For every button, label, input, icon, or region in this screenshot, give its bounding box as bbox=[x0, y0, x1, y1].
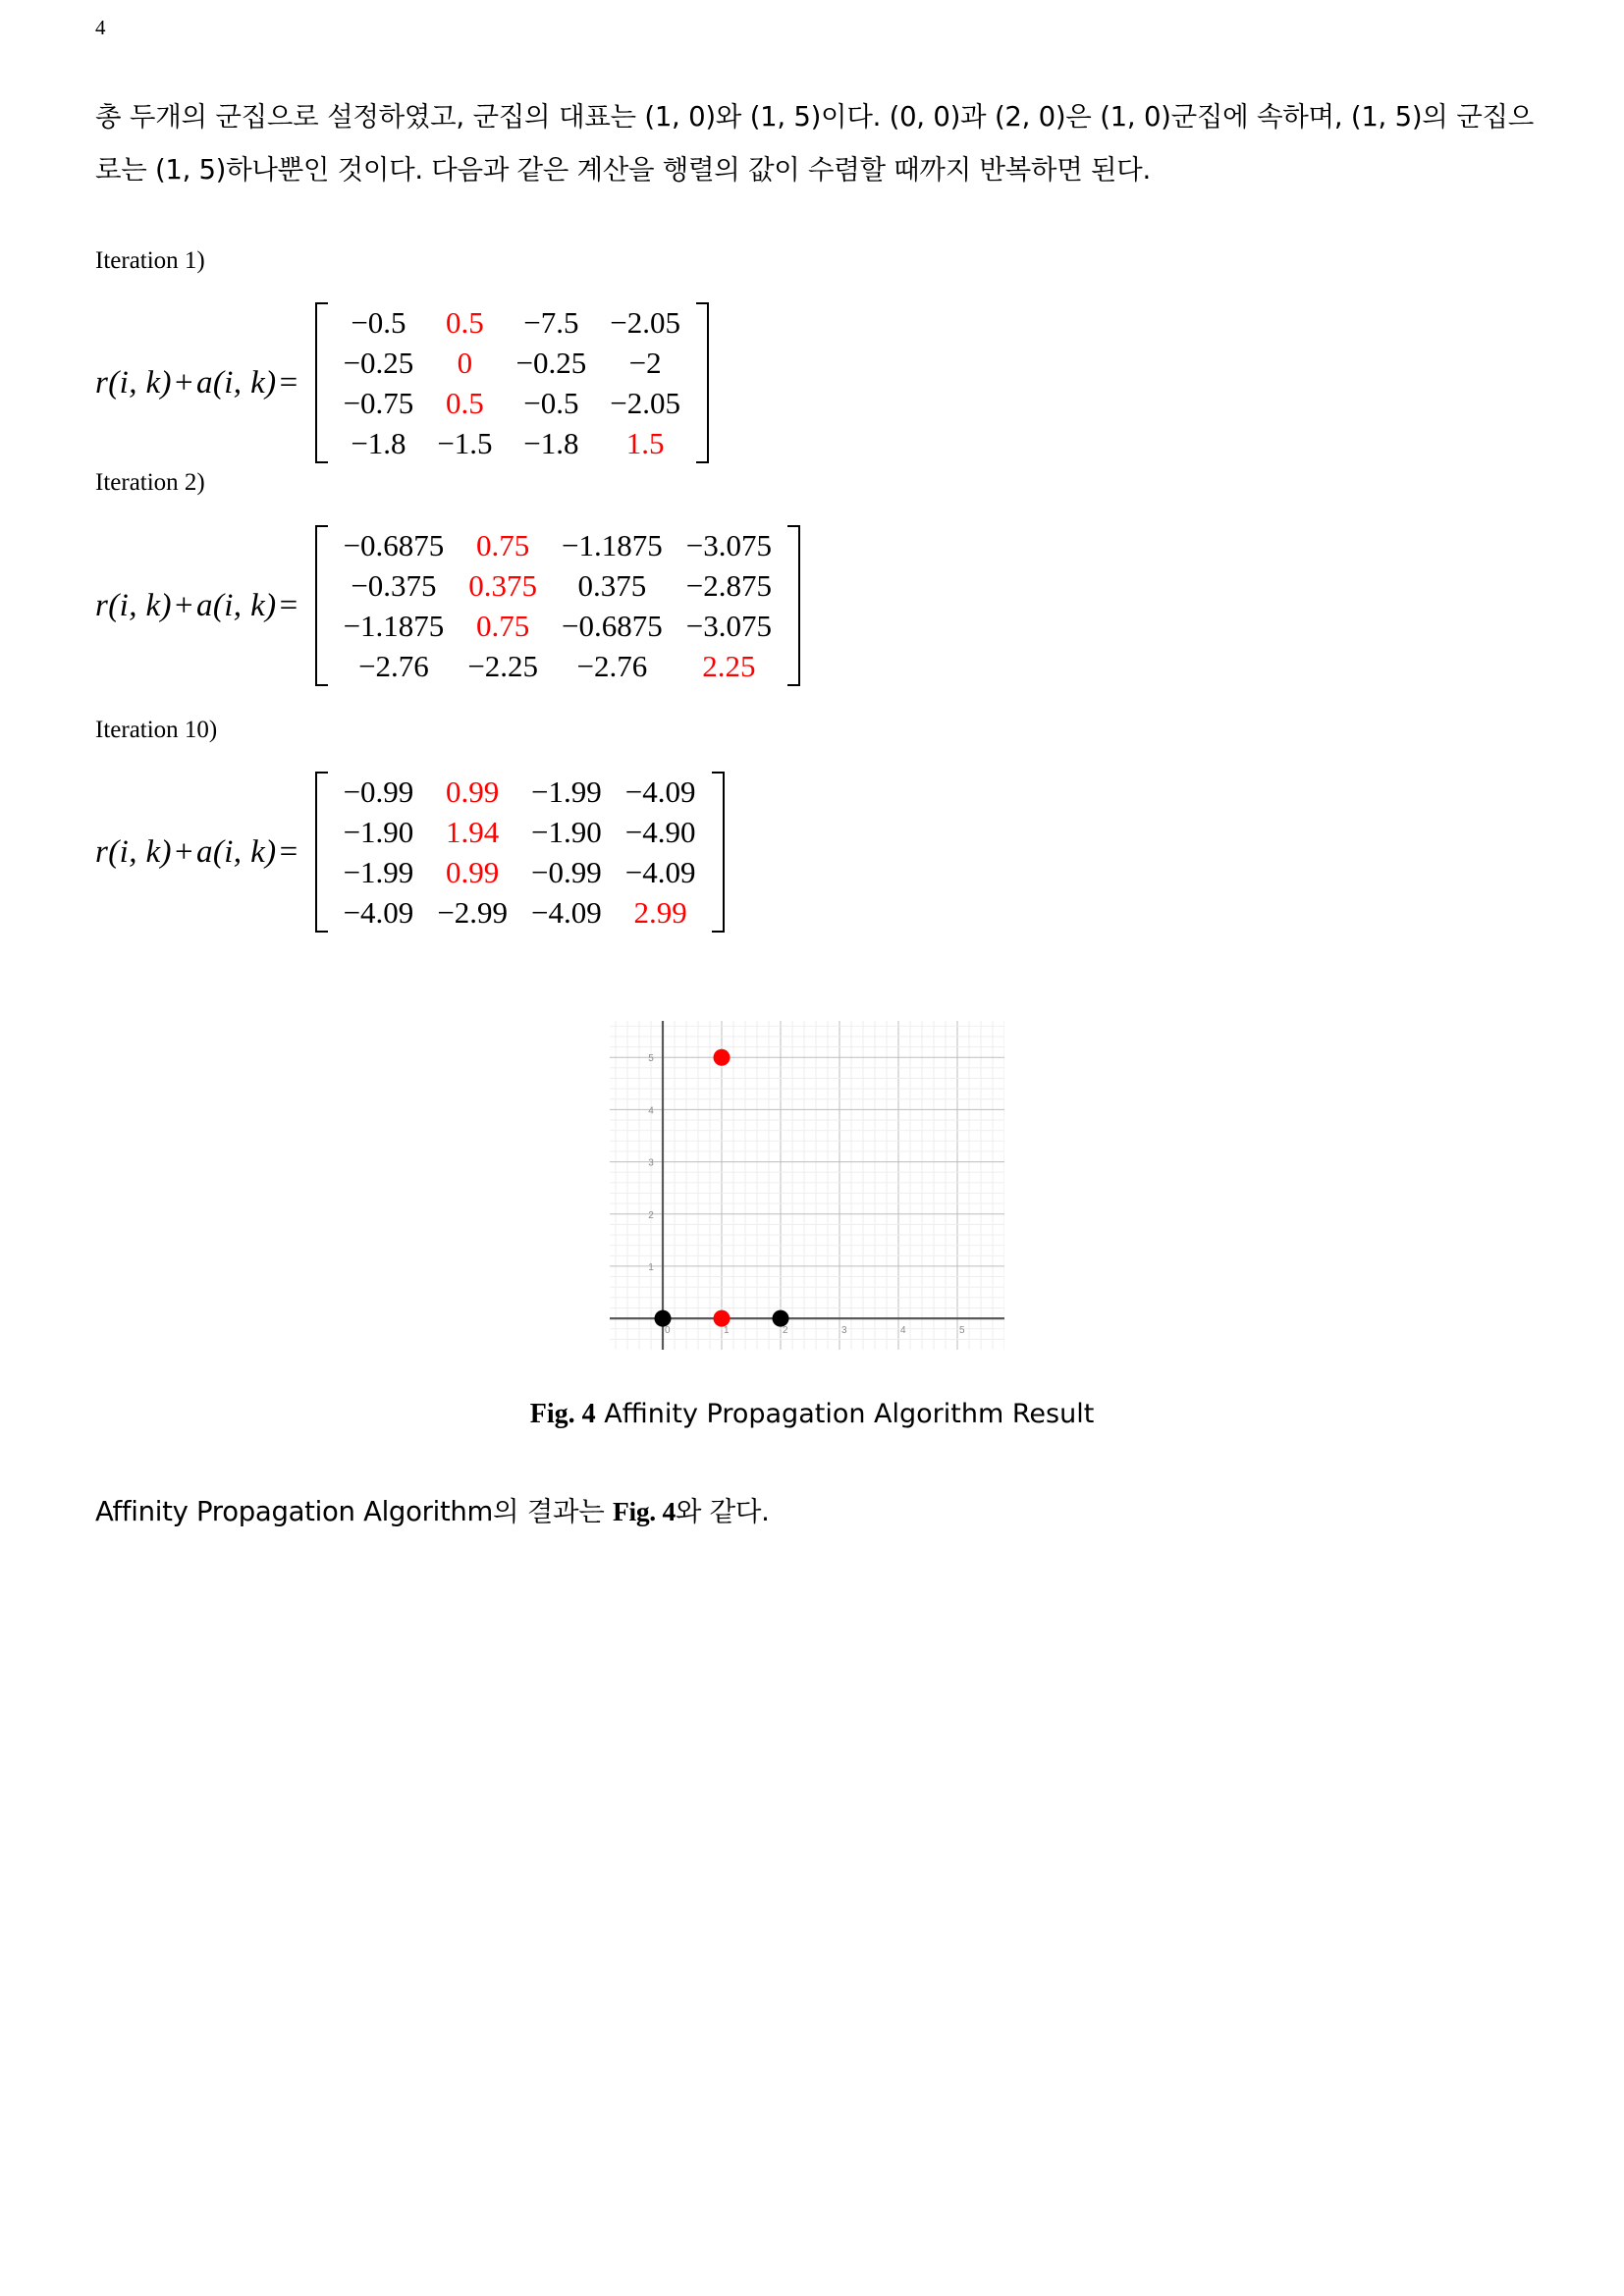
lhs-equals-operator: = bbox=[279, 587, 298, 623]
iteration-1-label: Iteration 1) bbox=[95, 247, 205, 274]
data-point-member bbox=[773, 1310, 789, 1327]
matrix-cell: −2.76 bbox=[358, 649, 429, 683]
page-number: 4 bbox=[95, 16, 106, 39]
matrix-iteration-10 bbox=[311, 772, 729, 933]
lhs-a-term: a(i, k) bbox=[195, 833, 277, 870]
matrix-cell: 1.5 bbox=[625, 426, 665, 460]
data-point-exemplar bbox=[714, 1049, 731, 1066]
matrix-left-bracket bbox=[315, 772, 328, 933]
matrix-cell: −0.5 bbox=[523, 386, 579, 420]
intro-paragraph: 총 두개의 군집으로 설정하였고, 군집의 대표는 (1, 0)와 (1, 5)이다. (0, 0)과 (2, 0)은 (1, 0)군집에 속하며, (1, 5)의 군집으로는 (1, 5)하나뿐인 것이다. 다음과 같은 계산을 행렬의 값이 수렴할 때까지 반복하면 된다. bbox=[95, 101, 1534, 186]
matrix-cell: −0.99 bbox=[343, 774, 414, 809]
matrix-cell: −1.1875 bbox=[562, 528, 663, 562]
closing-paragraph bbox=[95, 1485, 1534, 1538]
matrix-cell: −0.5 bbox=[351, 305, 406, 340]
lhs-equals-operator: = bbox=[279, 364, 298, 400]
matrix-cell: 0.75 bbox=[476, 528, 530, 562]
matrix-cell: 0.375 bbox=[468, 568, 538, 603]
matrix-cell: 1.94 bbox=[446, 815, 500, 849]
matrix-cells bbox=[332, 772, 708, 933]
matrix-iteration-2 bbox=[311, 525, 804, 686]
figure-caption-tag: Fig. 4 bbox=[529, 1399, 596, 1429]
x-tick-label: 3 bbox=[841, 1325, 847, 1337]
matrix-cell: 0.75 bbox=[476, 609, 530, 643]
matrix-cell: 0.5 bbox=[446, 386, 484, 420]
matrix-cell: 2.99 bbox=[633, 895, 687, 930]
equation-iteration-2 bbox=[95, 525, 804, 686]
matrix-right-bracket bbox=[696, 302, 709, 463]
equation-lhs bbox=[95, 834, 311, 871]
y-tick-label: 2 bbox=[648, 1209, 654, 1221]
matrix-cell: −1.90 bbox=[531, 815, 602, 849]
x-tick-label: 5 bbox=[959, 1325, 965, 1337]
lhs-plus-operator: + bbox=[174, 364, 193, 400]
matrix-cell: −2.99 bbox=[437, 895, 509, 930]
matrix-cell: −0.25 bbox=[515, 346, 587, 380]
figure-4-caption bbox=[0, 1399, 1624, 1430]
y-tick-label: 3 bbox=[648, 1157, 654, 1169]
matrix-cell: −4.09 bbox=[624, 855, 696, 889]
matrix-cell: −0.99 bbox=[531, 855, 602, 889]
matrix-right-bracket bbox=[712, 772, 725, 933]
matrix-cell: −1.99 bbox=[531, 774, 602, 809]
matrix-cell: −4.90 bbox=[624, 815, 696, 849]
x-tick-label: 2 bbox=[783, 1325, 788, 1337]
matrix-cell: −1.99 bbox=[343, 855, 414, 889]
scatter-plot-svg bbox=[610, 1021, 1004, 1350]
matrix-left-bracket bbox=[315, 525, 328, 686]
matrix-cell: 2.25 bbox=[702, 649, 756, 683]
x-tick-label: 1 bbox=[724, 1325, 730, 1337]
matrix-cell: −2.05 bbox=[610, 386, 681, 420]
matrix-cell: 0.375 bbox=[577, 568, 647, 603]
matrix-cell: −7.5 bbox=[523, 305, 579, 340]
matrix-right-bracket bbox=[787, 525, 800, 686]
matrix-cell: −0.375 bbox=[351, 568, 437, 603]
matrix-cell: −2 bbox=[628, 346, 662, 380]
matrix-cell: −2.25 bbox=[467, 649, 539, 683]
y-tick-label: 1 bbox=[648, 1261, 654, 1273]
lhs-r-term: r(i, k) bbox=[95, 587, 172, 623]
iteration-2-label: Iteration 2) bbox=[95, 469, 205, 496]
iteration-10-label: Iteration 10) bbox=[95, 717, 218, 743]
matrix-cell: −2.76 bbox=[576, 649, 648, 683]
y-tick-label: 4 bbox=[648, 1105, 654, 1117]
equation-iteration-1 bbox=[95, 302, 713, 463]
lhs-plus-operator: + bbox=[174, 833, 193, 870]
matrix-cell: −3.075 bbox=[685, 528, 773, 562]
matrix-cell: −0.25 bbox=[343, 346, 414, 380]
equation-iteration-10 bbox=[95, 772, 729, 933]
matrix-cell: −4.09 bbox=[531, 895, 602, 930]
x-tick-label: 4 bbox=[900, 1325, 906, 1337]
figure-caption-text-spacer bbox=[596, 1399, 605, 1429]
matrix-cell: −0.6875 bbox=[562, 609, 663, 643]
x-tick-label: 0 bbox=[665, 1325, 671, 1337]
matrix-cell: 0.5 bbox=[446, 305, 484, 340]
matrix-cell: −4.09 bbox=[624, 774, 696, 809]
matrix-iteration-1 bbox=[311, 302, 713, 463]
matrix-cell: −0.75 bbox=[343, 386, 414, 420]
matrix-cell: −4.09 bbox=[343, 895, 414, 930]
data-point-member bbox=[655, 1310, 672, 1327]
equation-lhs bbox=[95, 365, 311, 401]
closing-figure-reference: Fig. 4 bbox=[613, 1496, 676, 1526]
lhs-r-term: r(i, k) bbox=[95, 833, 172, 870]
matrix-cell: 0 bbox=[457, 346, 473, 380]
figure-caption-text: Affinity Propagation Algorithm Result bbox=[604, 1399, 1095, 1429]
closing-suffix: 와 같다. bbox=[675, 1496, 770, 1527]
y-tick-label: 5 bbox=[648, 1053, 654, 1065]
matrix-cells bbox=[332, 525, 784, 686]
lhs-a-term: a(i, k) bbox=[195, 364, 277, 400]
matrix-cell: 0.99 bbox=[446, 855, 500, 889]
matrix-cell: −2.875 bbox=[685, 568, 773, 603]
matrix-cell: −3.075 bbox=[685, 609, 773, 643]
lhs-plus-operator: + bbox=[174, 587, 193, 623]
matrix-cell: −2.05 bbox=[610, 305, 681, 340]
matrix-cell: −1.8 bbox=[351, 426, 406, 460]
matrix-cell: −1.8 bbox=[523, 426, 579, 460]
lhs-r-term: r(i, k) bbox=[95, 364, 172, 400]
matrix-cell: −1.90 bbox=[343, 815, 414, 849]
matrix-left-bracket bbox=[315, 302, 328, 463]
lhs-a-term: a(i, k) bbox=[195, 587, 277, 623]
matrix-cell: −1.5 bbox=[437, 426, 493, 460]
matrix-cell: 0.99 bbox=[446, 774, 500, 809]
lhs-equals-operator: = bbox=[279, 833, 298, 870]
closing-prefix: Affinity Propagation Algorithm의 결과는 bbox=[95, 1496, 613, 1527]
matrix-cells bbox=[332, 302, 692, 463]
data-point-exemplar bbox=[714, 1310, 731, 1327]
equation-lhs bbox=[95, 588, 311, 624]
matrix-cell: −0.6875 bbox=[343, 528, 445, 562]
figure-4-scatter-plot bbox=[610, 1021, 1004, 1350]
matrix-cell: −1.1875 bbox=[343, 609, 445, 643]
